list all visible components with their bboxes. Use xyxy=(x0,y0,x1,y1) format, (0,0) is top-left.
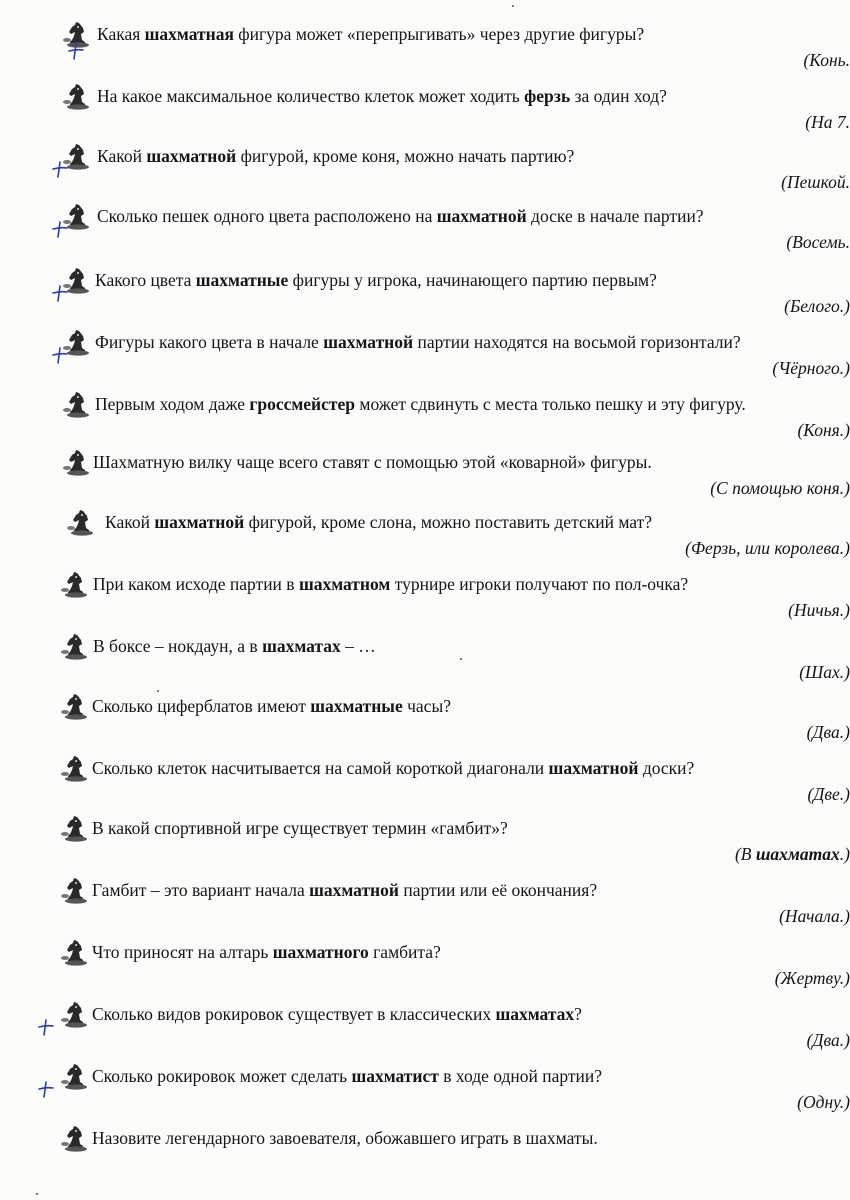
handwritten-check-mark-icon xyxy=(38,1080,54,1098)
bold-term: шахматах xyxy=(755,844,840,864)
chess-knight-icon xyxy=(62,448,92,476)
answer-text: (С помощью коня.) xyxy=(710,478,850,498)
text-run: При каком исходе партии в xyxy=(93,574,299,594)
text-run: .) xyxy=(839,844,850,864)
text-run: (В xyxy=(734,844,756,864)
question-text xyxy=(92,1065,602,1087)
text-run: фигурой, кроме слона, можно поставить детский мат? xyxy=(244,512,652,532)
bold-term: шахматном xyxy=(298,574,391,594)
text-run: турнире игроки получают по пол-очка? xyxy=(390,574,689,594)
question-text xyxy=(92,695,451,717)
answer-text: (Чёрного.) xyxy=(772,358,850,378)
text-run: – … xyxy=(340,636,376,656)
text-run: В какой спортивной игре существует термин «гамбит»? xyxy=(92,818,508,838)
quiz-item xyxy=(0,508,848,570)
bold-term: шахматной xyxy=(154,512,245,532)
text-run: Что приносят на алтарь xyxy=(92,942,273,962)
bold-term: шахматной xyxy=(146,146,237,166)
text-run: в ходе одной партии? xyxy=(438,1066,603,1086)
quiz-item xyxy=(0,570,848,632)
question-text xyxy=(97,145,574,167)
chess-knight-icon xyxy=(60,1000,90,1028)
quiz-item xyxy=(0,448,848,510)
text-run: ? xyxy=(574,1004,582,1024)
quiz-item xyxy=(0,266,848,328)
answer-text: (Восемь. xyxy=(786,232,850,252)
bold-term: шахматной xyxy=(548,758,639,778)
question-text xyxy=(97,205,704,227)
text-run: На какое максимальное количество клеток может ходить xyxy=(97,86,525,106)
quiz-item xyxy=(0,20,848,82)
text-run: Какого цвета xyxy=(95,270,196,290)
text-run: фигура может «перепрыгивать» через другие фигуры? xyxy=(233,24,645,44)
answer-text: (Два.) xyxy=(806,1030,850,1050)
text-run: Какой xyxy=(105,512,155,532)
bold-term: шахматист xyxy=(351,1066,439,1086)
text-run: гамбита? xyxy=(368,942,441,962)
question-text xyxy=(93,451,652,473)
chess-knight-icon xyxy=(60,876,90,904)
quiz-item xyxy=(0,692,848,754)
answer-text: (Два.) xyxy=(806,722,850,742)
text-run: Сколько клеток насчитывается на самой короткой диагонали xyxy=(92,758,549,778)
handwritten-check-mark-icon xyxy=(52,220,68,238)
quiz-item xyxy=(0,814,848,876)
answer-text: (Коня.) xyxy=(797,420,850,440)
quiz-item xyxy=(0,82,848,144)
quiz-item xyxy=(0,1124,848,1186)
text-run: доске в начале партии? xyxy=(526,206,704,226)
text-run: Фигуры какого цвета в начале xyxy=(95,332,324,352)
answer-text: (Пешкой. xyxy=(781,172,850,192)
bold-term: шахматной xyxy=(436,206,527,226)
answer-text: (Шах.) xyxy=(799,662,850,682)
text-run: Сколько рокировок может сделать xyxy=(92,1066,352,1086)
chess-knight-icon xyxy=(62,390,92,418)
question-text xyxy=(97,23,644,45)
text-run: В боксе – нокдаун, а в xyxy=(93,636,263,656)
scan-speck xyxy=(460,658,462,660)
text-run: Шахматную вилку чаще всего ставят с помощью этой «коварной» фигуры. xyxy=(93,452,652,472)
question-text xyxy=(97,85,667,107)
quiz-item xyxy=(0,938,848,1000)
question-text xyxy=(92,879,597,901)
question-text xyxy=(92,817,508,839)
bold-term: шахматные xyxy=(195,270,289,290)
quiz-item xyxy=(0,390,848,452)
handwritten-check-mark-icon xyxy=(38,1018,54,1036)
text-run: Назовите легендарного завоевателя, обожавшего играть в шахматы. xyxy=(92,1128,598,1148)
handwritten-check-mark-icon xyxy=(52,160,68,178)
chess-knight-icon xyxy=(60,632,90,660)
question-text xyxy=(105,511,652,533)
bold-term: ферзь xyxy=(524,86,571,106)
text-run: Сколько пешек одного цвета расположено на xyxy=(97,206,437,226)
text-run: партии или её окончания? xyxy=(398,880,598,900)
quiz-item xyxy=(0,1062,848,1124)
chess-knight-icon xyxy=(60,814,90,842)
bold-term: шахматная xyxy=(144,24,234,44)
chess-knight-icon xyxy=(60,1124,90,1152)
answer-text: (Ничья.) xyxy=(788,600,850,620)
text-run: фигурой, кроме коня, можно начать партию? xyxy=(236,146,575,166)
quiz-item xyxy=(0,632,848,694)
bold-term: шахматные xyxy=(310,696,403,716)
answer-text: (Ферзь, или королева.) xyxy=(685,538,850,558)
answer-text: (Белого.) xyxy=(784,296,850,316)
text-run: Сколько циферблатов имеют xyxy=(92,696,311,716)
chess-knight-icon xyxy=(66,508,96,536)
chess-knight-icon xyxy=(60,570,90,598)
handwritten-check-mark-icon xyxy=(52,346,68,364)
answer-text xyxy=(735,843,850,865)
answer-text: (Две.) xyxy=(807,784,850,804)
scan-speck xyxy=(512,5,514,7)
text-run: доски? xyxy=(638,758,695,778)
answer-text: (Начала.) xyxy=(779,906,850,926)
scan-speck xyxy=(36,1193,38,1195)
bold-term: гроссмейстер xyxy=(249,394,356,414)
chess-knight-icon xyxy=(60,1062,90,1090)
chess-knight-icon xyxy=(60,938,90,966)
question-text xyxy=(95,269,657,291)
text-run: партии находятся на восьмой горизонтали? xyxy=(413,332,741,352)
bold-term: шахматной xyxy=(323,332,414,352)
text-run: фигуры у игрока, начинающего партию первым? xyxy=(288,270,657,290)
question-text xyxy=(92,757,694,779)
quiz-item xyxy=(0,142,848,204)
quiz-item xyxy=(0,328,848,390)
text-run: Сколько видов рокировок существует в классических xyxy=(92,1004,496,1024)
quiz-item xyxy=(0,876,848,938)
question-text xyxy=(92,1003,582,1025)
quiz-item xyxy=(0,1000,848,1062)
text-run: Гамбит – это вариант начала xyxy=(92,880,310,900)
text-run: Какая xyxy=(97,24,145,44)
text-run: Какой xyxy=(97,146,147,166)
handwritten-check-mark-icon xyxy=(52,284,68,302)
question-text xyxy=(95,393,746,415)
text-run: Первым ходом даже xyxy=(95,394,250,414)
question-text xyxy=(93,635,376,657)
bold-term: шахматной xyxy=(309,880,399,900)
answer-text: (На 7. xyxy=(805,112,850,132)
text-run: часы? xyxy=(402,696,451,716)
text-run: может сдвинуть с места только пешку и эту фигуру. xyxy=(355,394,746,414)
text-run: за один ход? xyxy=(570,86,667,106)
scan-speck xyxy=(157,690,159,692)
question-text xyxy=(93,573,688,595)
handwritten-check-mark-icon xyxy=(68,42,84,60)
bold-term: шахматах xyxy=(495,1004,575,1024)
chess-knight-icon xyxy=(62,82,92,110)
question-text xyxy=(92,941,441,963)
quiz-item xyxy=(0,202,848,264)
question-text xyxy=(92,1127,598,1149)
chess-knight-icon xyxy=(60,754,90,782)
chess-knight-icon xyxy=(60,692,90,720)
answer-text: (Одну.) xyxy=(797,1092,850,1112)
answer-text: (Конь. xyxy=(803,50,850,70)
bold-term: шахматного xyxy=(272,942,369,962)
bold-term: шахматах xyxy=(262,636,341,656)
question-text xyxy=(95,331,741,353)
answer-text: (Жертву.) xyxy=(774,968,850,988)
quiz-item xyxy=(0,754,848,816)
